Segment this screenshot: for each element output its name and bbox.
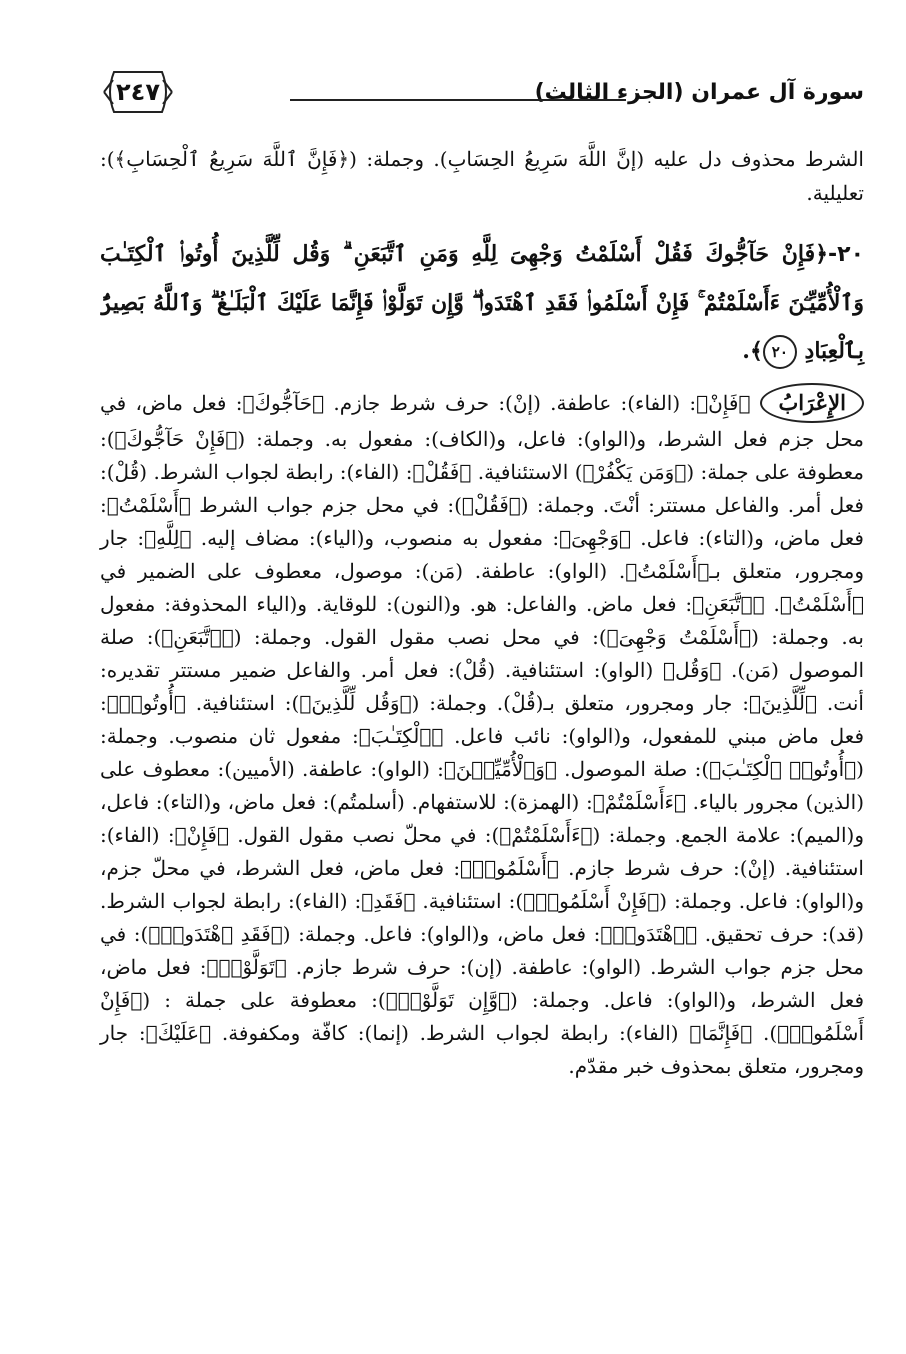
page-number: ٢٤٧: [116, 78, 160, 106]
verse-text: ﴿فَإِنْ حَآجُّوكَ فَقُلْ أَسْلَمْتُ وَجْهِىَ لِلَّهِ وَمَنِ ٱتَّبَعَنِ ۗ وَقُل لِّلَّذِينَ أُوتُوا۟ ٱلْكِتَـٰبَ وَٱلْأُمِّيِّـۧنَ ءَأَسْلَمْتُمْ ۚ فَإِنْ أَسْلَمُوا۟ فَقَدِ ٱهْتَدَوا۟ ۖ وَّإِن تَوَلَّوْا۟ فَإِنَّمَا عَلَيْكَ ٱلْبَلَـٰغُ ۗ وَٱللَّهُ بَصِيرٌۢ بِٱلْعِبَادِ: [100, 241, 864, 364]
i3rab-section: [100, 383, 864, 1083]
ayah-marker: ٢٠: [763, 335, 797, 369]
verse-number: ٢٠-: [828, 242, 864, 267]
header-rule: [290, 99, 626, 101]
page-content: [100, 142, 864, 1083]
i3rab-label: الإِعْرَابُ: [760, 383, 864, 423]
running-title: سورة آل عمران (الجزء الثالث): [534, 80, 864, 105]
i3rab-text: ﴿فَإِنْ﴾: (الفاء): عاطفة. (إنْ): حرف شرط جازم. ﴿حَآجُّوكَ﴾: فعل ماض، في محل جزم فعل الشرط، و(الواو): فاعل، و(الكاف): مفعول به. وجملة: (﴿فَإِنْ حَآجُّوكَ﴾): معطوفة على جملة: (﴿وَمَن يَكْفُرْ﴾) الاستئنافية. ﴿فَقُلْ﴾: (الفاء): رابطة لجواب الشرط. (قُلْ): فعل أمر. والفاعل مستتر: أنْتَ. وجملة: (﴿فَقُلْ﴾): في محل جزم جواب الشرط ﴿أَسْلَمْتُ﴾: فعل ماض، و(التاء): فاعل. ﴿وَجْهِىَ﴾: مفعول به منصوب، و(الياء): مضاف إليه. ﴿لِلَّهِ﴾: جار ومجرور، متعلق بـ﴿أَسْلَمْتُ﴾. (الواو): عاطفة. (مَن): موصول، معطوف على الضمير في ﴿أَسْلَمْتُ﴾. ﴿ٱتَّبَعَنِ﴾: فعل ماض. والفاعل: هو. و(النون): للوقاية. و(الياء المحذوفة: مفعول به. وجملة: (﴿أَسْلَمْتُ وَجْهِىَ﴾): في محل نصب مقول القول. وجملة: (﴿ٱتَّبَعَنِ﴾): صلة الموصول (مَن). ﴿وَقُل﴾ (الواو): استئنافية. (قُلْ): فعل أمر. والفاعل ضمير مستتر تقديره: أنت. ﴿لِّلَّذِينَ﴾: جار ومجرور، متعلق بـ(قُلْ). وجملة: (﴿وَقُل لِّلَّذِينَ﴾): استئنافية. ﴿أُوتُوا۟﴾: فعل ماض مبني للمفعول، و(الواو): نائب فاعل. ﴿ٱلْكِتَـٰبَ﴾: مفعول ثان منصوب. وجملة: (﴿أُوتُوا۟ ٱلْكِتَـٰبَ﴾): صلة الموصول. ﴿وَٱلْأُمِّيِّـۧنَ﴾: (الواو): عاطفة. (الأميين): معطوف على (الذين) مجرور بالياء. ﴿ءَأَسْلَمْتُمْ﴾: (الهمزة): للاستفهام. (أسلمتُم): فعل ماض، و(التاء): فاعل، و(الميم): علامة الجمع. وجملة: (﴿ءَأَسْلَمْتُمْ﴾): في محلّ نصب مقول القول. ﴿فَإِنْ﴾: (الفاء): استئنافية. (إنْ): حرف شرط جازم. ﴿أَسْلَمُوا۟﴾: فعل ماض، فعل الشرط، في محلّ جزم، و(الواو): فاعل. وجملة: (﴿فَإِنْ أَسْلَمُوا۟﴾): استئنافية. ﴿فَقَدِ﴾: (الفاء): رابطة لجواب الشرط. (قد): حرف تحقيق. ﴿ٱهْتَدَوا۟﴾: فعل ماض، و(الواو): فاعل. وجملة: (﴿فَقَدِ ٱهْتَدَوا۟﴾): في محل جزم جواب الشرط. (الواو): عاطفة. (إن): حرف شرط جازم. ﴿تَوَلَّوْا۟﴾: فعل ماض، فعل الشرط، و(الواو): فاعل. وجملة: (﴿وَّإِن تَوَلَّوْا۟﴾): معطوفة على جملة : (﴿فَإِنْ أَسْلَمُوا۟﴾). ﴿فَإِنَّمَا﴾ (الفاء): رابطة لجواب الشرط. (إنما): كافّة ومكفوفة. ﴿عَلَيْكَ﴾: جار ومجرور، متعلق بمحذوف خبر مقدّم.: [100, 391, 864, 1078]
page-header: [100, 68, 864, 124]
intro-paragraph: الشرط محذوف دل عليه (إنَّ اللَّهَ سَرِيعُ الحِسَابِ). وجملة: (﴿فَإِنَّ ٱللَّهَ سَرِيعُ ٱلْحِسَابِ﴾): تعليلية.: [100, 147, 864, 205]
verse-block: [100, 230, 864, 375]
verse-closing: ﴾.: [742, 338, 763, 364]
page-number-badge: [100, 68, 176, 116]
